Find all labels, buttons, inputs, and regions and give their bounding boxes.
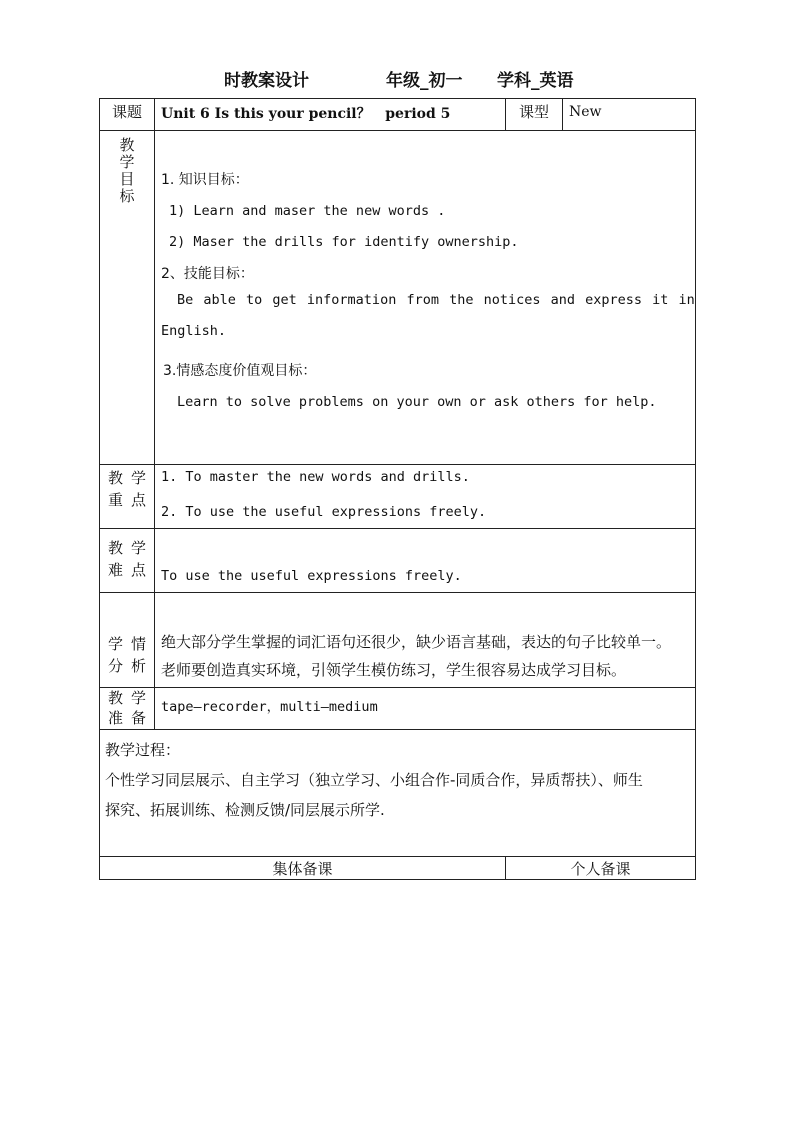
analysis-line-2: 老师要创造真实环境，引领学生模仿练习，学生很容易达成学习目标。 bbox=[161, 661, 627, 679]
topic-label: 课题 bbox=[111, 103, 142, 121]
difficulties-content bbox=[155, 529, 696, 593]
key-points-content bbox=[155, 465, 696, 529]
preparation-label-line-2: 准备 bbox=[108, 709, 155, 727]
lesson-plan-table bbox=[99, 98, 696, 880]
difficulties-label-line-2: 难点 bbox=[108, 561, 155, 579]
subject-field: 学科_英语 bbox=[497, 71, 574, 91]
personal-prep-label: 个人备课 bbox=[570, 860, 631, 878]
footer-row bbox=[100, 857, 696, 880]
skill-heading: 2、技能目标： bbox=[161, 266, 254, 282]
difficulties-label-cell bbox=[100, 529, 155, 593]
objectives-label-cell bbox=[100, 131, 155, 465]
knowledge-item-1: 1) Learn and maser the new words . bbox=[169, 203, 446, 219]
objectives-content bbox=[155, 131, 696, 465]
collective-prep-label: 集体备课 bbox=[272, 860, 333, 878]
objectives-row bbox=[100, 131, 696, 465]
personal-prep-cell bbox=[506, 857, 696, 880]
difficulties-label-line-1: 教学 bbox=[108, 539, 155, 557]
process-content bbox=[100, 730, 696, 857]
preparation-text: tape—recorder，multi—medium bbox=[161, 699, 378, 715]
topic-value-cell bbox=[155, 99, 506, 131]
collective-prep-cell bbox=[100, 857, 506, 880]
key-point-1: 1. To master the new words and drills. bbox=[161, 469, 470, 485]
skill-text-line-1: Be able to get information from the notices and express it in bbox=[177, 292, 695, 308]
key-points-label-cell bbox=[100, 465, 155, 529]
knowledge-heading: 1. 知识目标： bbox=[161, 172, 249, 188]
analysis-line-1: 绝大部分学生掌握的词汇语句还很少，缺少语言基础，表达的句子比较单一。 bbox=[161, 633, 672, 651]
key-points-label-line-2: 重点 bbox=[108, 491, 155, 509]
preparation-label-cell bbox=[100, 688, 155, 730]
key-point-2: 2. To use the useful expressions freely. bbox=[161, 504, 487, 520]
lesson-type-label: 课型 bbox=[518, 103, 549, 121]
key-points-row bbox=[100, 465, 696, 529]
lesson-type-label-cell bbox=[506, 99, 563, 131]
process-line-1: 个性学习同层展示、自主学习（独立学习、小组合作-同质合作，异质帮扶）、师生 bbox=[105, 771, 643, 789]
skill-text-line-2: English. bbox=[161, 323, 227, 339]
process-line-2: 探究、拓展训练、检测反馈/同层展示所学. bbox=[105, 801, 385, 819]
process-heading: 教学过程： bbox=[105, 741, 181, 759]
topic-value: Unit 6 Is this your pencil？ period 5 bbox=[161, 106, 451, 122]
document-title: 时教案设计 bbox=[224, 71, 309, 91]
difficulties-row bbox=[100, 529, 696, 593]
analysis-label-line-2: 分析 bbox=[108, 657, 155, 675]
difficulty-text: To use the useful expressions freely. bbox=[161, 568, 462, 584]
process-row bbox=[100, 730, 696, 857]
lesson-type-value: New bbox=[569, 104, 602, 120]
analysis-row bbox=[100, 593, 696, 688]
preparation-row bbox=[100, 688, 696, 730]
objectives-label: 教学目标 bbox=[119, 136, 135, 205]
page-header bbox=[0, 66, 794, 92]
key-points-label-line-1: 教学 bbox=[108, 469, 155, 487]
preparation-label-line-1: 教学 bbox=[108, 689, 155, 707]
analysis-content bbox=[155, 593, 696, 688]
knowledge-item-2: 2) Maser the drills for identify ownership. bbox=[169, 234, 519, 250]
lesson-type-value-cell bbox=[563, 99, 696, 131]
emotion-heading: 3.情感态度价值观目标： bbox=[163, 363, 317, 379]
emotion-text: Learn to solve problems on your own or ask others for help. bbox=[177, 394, 657, 410]
topic-label-cell bbox=[100, 99, 155, 131]
analysis-label-cell bbox=[100, 593, 155, 688]
topic-row bbox=[100, 99, 696, 131]
analysis-label-line-1: 学情 bbox=[108, 635, 155, 653]
grade-field: 年级_初一 bbox=[386, 71, 463, 91]
preparation-content bbox=[155, 688, 696, 730]
